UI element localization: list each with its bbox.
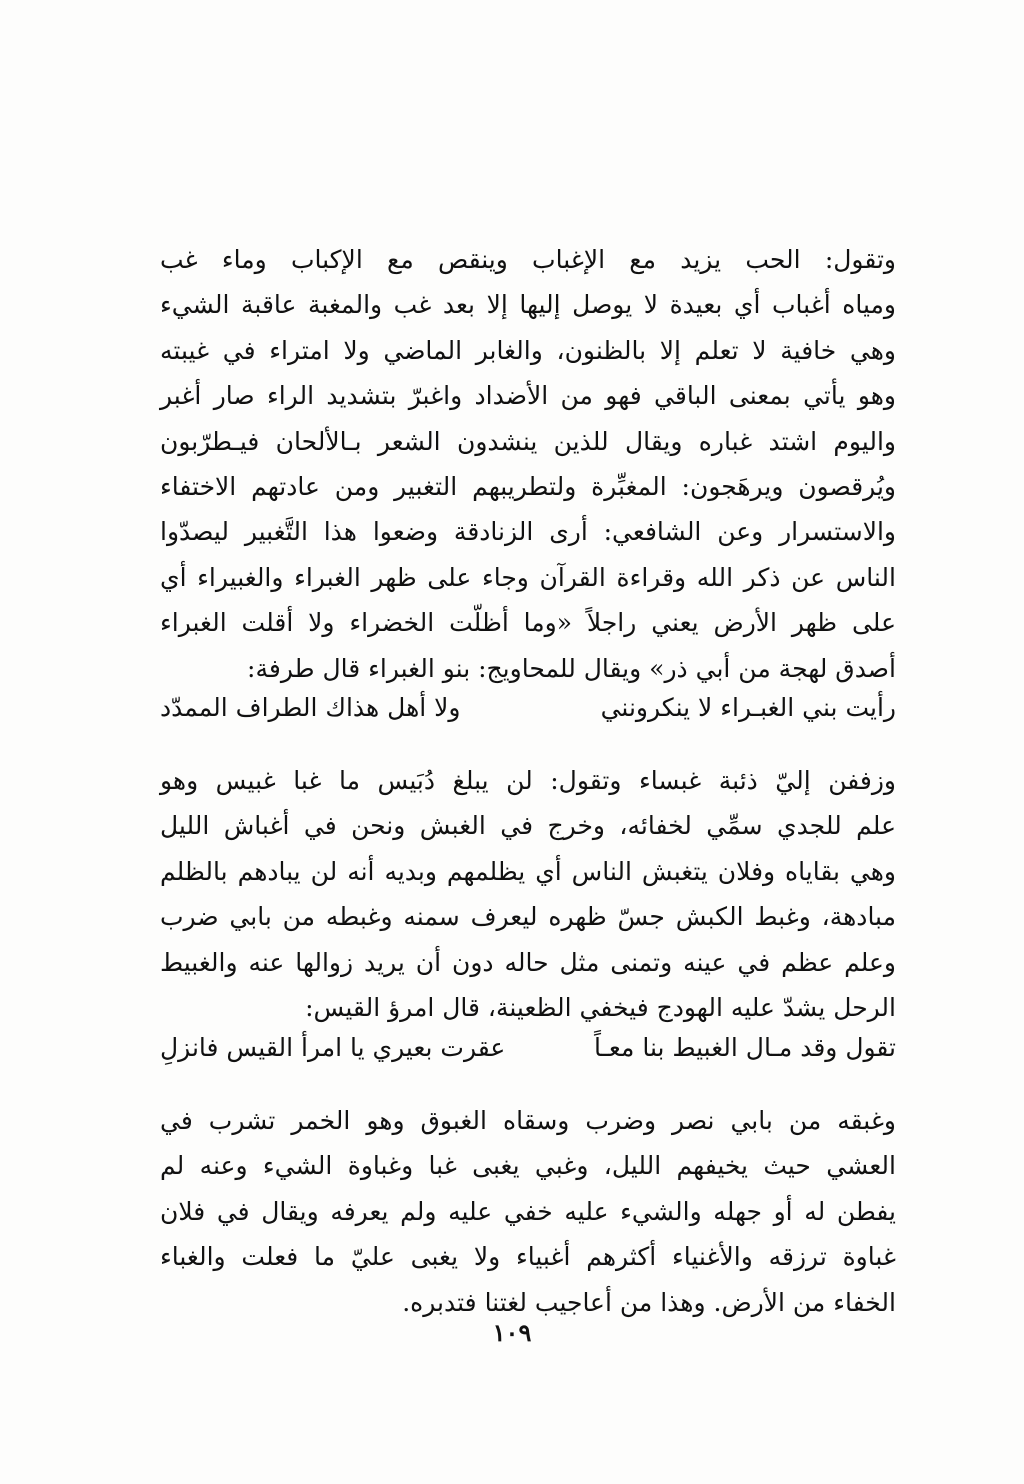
text-line: وتقول: الحب يزيد مع الإغباب وينقص مع الإكباب وماء غب <box>160 245 896 274</box>
text-line: وغبقه من بابي نصر وضرب وسقاه الغبوق وهو الخمر تشرب في <box>160 1106 896 1135</box>
text-line: واليوم اشتد غباره ويقال للذين ينشدون الشعر بـالألحان فيـطرّبون <box>160 426 896 456</box>
text-line: يفطن له أو جهله والشيء عليه خفي عليه ولم يعرفه ويقال في فلان <box>160 1196 896 1226</box>
paragraph-3 <box>160 1098 896 1325</box>
text-line: والاستسرار وعن الشافعي: أرى الزنادقة وضعوا هذا التَّغبير ليصدّوا <box>160 517 896 547</box>
poetry-verse-2 <box>160 1028 896 1068</box>
page-number: ١٠٩ <box>492 1318 532 1347</box>
text-line: وهي بقاياه وفلان يتغبش الناس أي يظلمهم وبديه أنه لن يبادهم بالظلم <box>160 856 896 886</box>
verse-first-hemistich: رأيت بني الغبـراء لا ينكرونني <box>600 693 896 722</box>
text-line: وهي خافية لا تعلم إلا بالظنون، والغابر الماضي ولا امتراء في غيبته <box>160 335 896 365</box>
text-line: على ظهر الأرض يعني راجلاً «وما أظلّت الخضراء ولا أقلت الغبراء <box>160 608 896 638</box>
text-line: ومياه أغباب أي بعيدة لا يوصل إليها إلا بعد غب والمغبة عاقبة الشيء <box>160 290 896 320</box>
text-line: أصدق لهجة من أبي ذر» ويقال للمحاويج: بنو الغبراء قال طرفة: <box>247 653 896 683</box>
poetry-verse-1 <box>160 688 896 728</box>
verse-second-hemistich: ولا أهل هذاك الطراف الممدّد <box>160 693 461 722</box>
text-line: وعلم عظم في عينه وتمنى مثل حاله دون أن يريد زوالها عنه والغبيط <box>160 947 896 977</box>
text-line: الخفاء من الأرض. وهذا من أعاجيب لغتنا فتدبره. <box>402 1287 896 1317</box>
text-line: مبادهة، وغبط الكبش جسّ ظهره ليعرف سمنه وغبطه من بابي ضرب <box>160 902 896 932</box>
text-line: العشي حيث يخيفهم الليل، وغبي يغبى غبا وغباوة الشيء وعنه لم <box>160 1151 896 1181</box>
text-line: الرحل يشدّ عليه الهودج فيخفي الظعينة، قال امرؤ القيس: <box>305 993 896 1023</box>
text-line: علم للجدي سمِّي لخفائه، وخرج في الغبش ونحن في أغباش الليل <box>160 811 896 841</box>
text-line: الناس عن ذكر الله وقراءة القرآن وجاء على ظهر الغبراء والغبيراء أي <box>160 562 896 592</box>
text-line: غباوة ترزقه والأغنياء أكثرهم أغبياء ولا يغبى عليّ ما فعلت والغباء <box>160 1242 896 1272</box>
verse-second-hemistich: عقرت بعيري يا امرأ القيس فانزلِ <box>160 1033 506 1062</box>
text-line: ويُرقصون ويرهَجون: المغبِّرة ولتطريبهم التغبير ومن عادتهم الاختفاء <box>160 472 896 502</box>
text-line: وهو يأتي بمعنى الباقي فهو من الأضداد واغبرّ بتشديد الراء صار أغبر <box>160 381 896 411</box>
paragraph-1 <box>160 237 896 691</box>
paragraph-2 <box>160 758 896 1030</box>
text-line: وزففن إليّ ذئبة غبساء وتقول: لن يبلغ دُبَيس ما غبا غبيس وهو <box>160 766 896 795</box>
verse-first-hemistich: تقول وقد مـال الغبيط بنا معـاً <box>593 1033 896 1062</box>
